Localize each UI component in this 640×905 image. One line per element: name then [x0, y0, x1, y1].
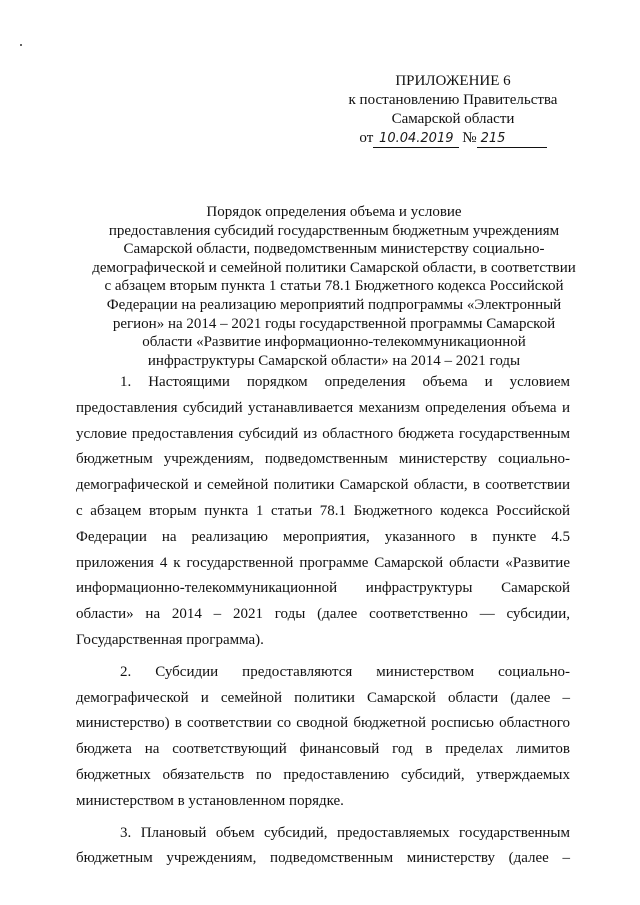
title-line: Федерации на реализацию мероприятий подпрограммы «Электронный — [106, 296, 562, 313]
handwritten-number: 215 — [477, 131, 547, 148]
from-label: от — [359, 130, 374, 146]
paragraph-3-line: 3. Плановый объем субсидий, предоставляемых государственным — [120, 824, 570, 841]
paragraph-2-line: министерство) в соответствии со сводной бюджетной росписью областного — [76, 715, 570, 732]
handwritten-date: 10.04.2019 — [373, 131, 459, 148]
paragraph-1-line: демографической и семейной политики Самарской области, в соответствии — [76, 477, 570, 494]
title-line: Самарской области, подведомственным министерству социально- — [123, 241, 545, 258]
scan-speck — [20, 44, 22, 46]
paragraph-1-line: Федерации на реализацию мероприятия, указанного в пункте 4.5 — [76, 528, 570, 545]
document-title — [86, 203, 582, 370]
paragraph-3-line: бюджетным учреждениям, подведомственным министерству (далее – — [76, 850, 570, 867]
paragraph-1-line: 1. Настоящими порядком определения объема и условием — [120, 374, 570, 390]
title-line: области «Развитие информационно-телекоммуникационной — [142, 334, 526, 351]
title-line: с абзацем вторым пункта 1 статьи 78.1 Бюджетного кодекса Российской — [104, 278, 564, 295]
paragraph-2-line: министерством в установленном порядке. — [76, 792, 344, 809]
title-line: демографической и семейной политики Самарской области, в соответствии — [92, 259, 576, 276]
paragraph-1-line: области» на 2014 – 2021 годы (далее соответственно — субсидии, — [76, 606, 570, 623]
paragraph-1-line: информационно-телекоммуникационной инфраструктуры Самарской — [76, 580, 570, 597]
appendix-header — [330, 72, 576, 148]
appendix-date-number — [330, 129, 576, 148]
paragraph-2-line: 2. Субсидии предоставляются министерством социально- — [120, 663, 570, 680]
title-line: регион» на 2014 – 2021 годы государственной программы Самарской — [112, 315, 556, 332]
paragraph-1-line: с абзацем вторым пункта 1 статьи 78.1 Бюджетного кодекса Российской — [76, 502, 570, 519]
paragraph-2-line: демографической и семейной политики Самарской области (далее – — [76, 689, 570, 706]
paragraph-1-line: предоставления субсидий устанавливается механизм определения объема и — [76, 399, 570, 416]
paragraph-1-line: приложения 4 к государственной программе Самарской области «Развитие — [76, 554, 570, 571]
number-label: № — [462, 130, 477, 146]
paragraph-2-line: бюджета на соответствующий финансовый год в пределах лимитов — [76, 741, 570, 758]
paragraph-1-line: условие предоставления субсидий из областного бюджета государственным — [76, 425, 570, 442]
paragraph-2-line: бюджетных обязательств по предоставлению субсидий, утверждаемых — [76, 766, 570, 783]
paragraph-1-line: бюджетным учреждениям, подведомственным министерству социально- — [76, 451, 570, 468]
title-line: инфраструктуры Самарской области» на 2014 – 2021 годы — [147, 352, 521, 369]
document-body — [76, 370, 570, 872]
title-line: Порядок определения объема и условие — [206, 204, 462, 220]
appendix-number: ПРИЛОЖЕНИЕ 6 — [395, 73, 511, 89]
title-line: предоставления субсидий государственным бюджетным учреждениям — [108, 222, 560, 239]
appendix-region: Самарской области — [391, 111, 515, 127]
appendix-resolution: к постановлению Правительства — [348, 92, 558, 108]
paragraph-1-line: Государственная программа). — [76, 631, 264, 648]
